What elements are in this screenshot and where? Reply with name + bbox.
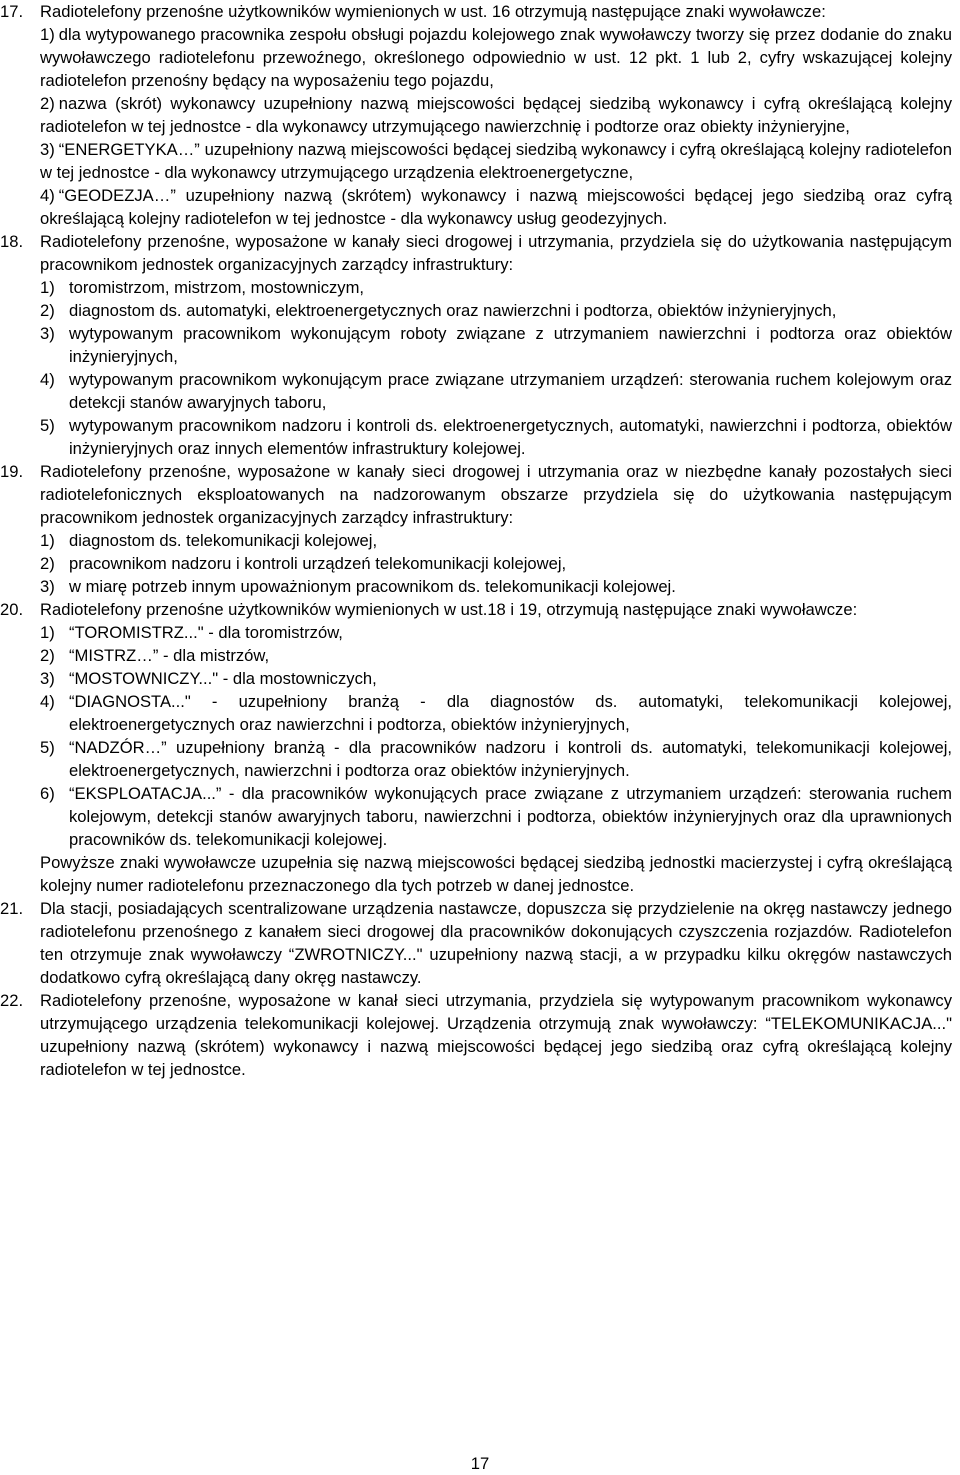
list-item bbox=[40, 575, 952, 598]
section-3 bbox=[0, 598, 960, 897]
list-item-text: toromistrzom, mistrzom, mostowniczym, bbox=[69, 278, 365, 297]
list-item-text: “NADZÓR…” uzupełniony branżą - dla pracowników nadzoru i kontroli ds. automatyki, telekomunikacji kolejowej, elektroenergetycznych, nawierzchni i podtorza oraz obiektów inżynieryjnych. bbox=[69, 738, 952, 780]
list-item-number: 1) bbox=[40, 278, 55, 297]
list-item-number: 2) bbox=[40, 646, 55, 665]
section-number: 18. bbox=[0, 232, 24, 251]
list-item bbox=[40, 138, 952, 184]
list-item-text: “TOROMISTRZ..." - dla toromistrzów, bbox=[69, 623, 343, 642]
list-item-text: wytypowanym pracownikom wykonującym prace związane utrzymaniem urządzeń: sterowania ruchem kolejowym oraz detekcji stanów awaryjnych taboru, bbox=[69, 370, 952, 412]
list-item-number: 3) bbox=[40, 324, 55, 343]
page-number: 17 bbox=[470, 1454, 490, 1473]
list-item bbox=[40, 529, 952, 552]
list-item-number: 1) bbox=[40, 531, 55, 550]
list-item bbox=[40, 644, 952, 667]
list-item-number: 1) bbox=[40, 25, 55, 44]
list-item bbox=[40, 184, 952, 230]
list-item bbox=[40, 552, 952, 575]
section-number: 19. bbox=[0, 462, 24, 481]
list-item-number: 3) bbox=[40, 577, 55, 596]
list-item-text: dla wytypowanego pracownika zespołu obsługi pojazdu kolejowego znak wywoławczy tworzy się przez dodanie do znaku wywoławczego radiotelefonu przewoźnego, określonego odpowiednio w ust. 12 pkt. 1 lub 2, cyfry wskazującej kolejny radiotelefon przenośny będący na wyposażeniu tego pojazdu, bbox=[40, 25, 952, 90]
list-item bbox=[40, 667, 952, 690]
list-item bbox=[40, 690, 952, 736]
list-item-number: 2) bbox=[40, 301, 55, 320]
list-item-number: 4) bbox=[40, 186, 55, 205]
section-text: Radiotelefony przenośne, wyposażone w kanały sieci drogowej i utrzymania, przydziela się do użytkowania następującym pracownikom jednostek organizacyjnych zarządcy infrastruktury: bbox=[40, 232, 952, 274]
section-text: Radiotelefony przenośne, wyposażone w kanały sieci drogowej i utrzymania oraz w niezbędne kanały pozostałych sieci radiotelefonicznych eksploatowanych na nadzorowanym obszarze przydziela się do użytkowania następującym pracownikom jednostek organizacyjnych zarządcy infrastruktury: bbox=[40, 462, 952, 527]
list-item bbox=[40, 621, 952, 644]
section-closing-paragraph: Powyższe znaki wywoławcze uzupełnia się nazwą miejscowości będącej siedzibą jednostki macierzystej i cyfrą określającą kolejny numer radiotelefonu przeznaczonego dla tych potrzeb w danej jednostce. bbox=[40, 853, 952, 895]
section-number: 22. bbox=[0, 991, 24, 1010]
section-0 bbox=[0, 0, 960, 230]
list-item-number: 5) bbox=[40, 416, 55, 435]
list-item-text: wytypowanym pracownikom nadzoru i kontroli ds. elektroenergetycznych, automatyki, nawierzchni i podtorza, obiektów inżynieryjnych oraz innych elementów infrastruktury kolejowej. bbox=[69, 416, 952, 458]
list-item-number: 3) bbox=[40, 669, 55, 688]
item-list bbox=[40, 276, 952, 460]
item-list bbox=[40, 529, 952, 598]
list-item bbox=[40, 414, 952, 460]
section-1 bbox=[0, 230, 960, 460]
list-item-text: “MISTRZ…” - dla mistrzów, bbox=[69, 646, 270, 665]
section-text: Radiotelefony przenośne, wyposażone w kanał sieci utrzymania, przydziela się wytypowanym pracownikom wykonawcy utrzymującego urządzenia telekomunikacji kolejowej. Urządzenia otrzymują znak wywoławczy: “TELEKOMUNIKACJA..." uzupełniony nazwą (skrótem) wykonawcy i nazwą miejscowości będącej jego siedzibą oraz cyfrą określającą kolejny radiotelefon w tej jednostce. bbox=[40, 991, 952, 1079]
list-item-text: diagnostom ds. automatyki, elektroenergetycznych oraz nawierzchni i podtorza, obiektów inżynieryjnych, bbox=[69, 301, 837, 320]
list-item-number: 5) bbox=[40, 738, 55, 757]
list-item-text: wytypowanym pracownikom wykonującym roboty związane z utrzymaniem nawierzchni i podtorza oraz obiektów inżynieryjnych, bbox=[69, 324, 952, 366]
list-item-text: w miarę potrzeb innym upoważnionym pracownikom ds. telekomunikacji kolejowej. bbox=[69, 577, 676, 596]
list-item-number: 4) bbox=[40, 370, 55, 389]
list-item bbox=[40, 299, 952, 322]
list-item-number: 2) bbox=[40, 554, 55, 573]
section-4 bbox=[0, 897, 960, 989]
item-list bbox=[40, 621, 952, 851]
section-5 bbox=[0, 989, 960, 1081]
list-item-number: 1) bbox=[40, 623, 55, 642]
list-item-number: 4) bbox=[40, 692, 55, 711]
item-list bbox=[40, 23, 952, 230]
section-text: Radiotelefony przenośne użytkowników wymienionych w ust.18 i 19, otrzymują następujące znaki wywoławcze: bbox=[40, 600, 858, 619]
list-item bbox=[40, 276, 952, 299]
list-item-number: 2) bbox=[40, 94, 55, 113]
list-item bbox=[40, 782, 952, 851]
list-item-text: “DIAGNOSTA..." - uzupełniony branżą - dla diagnostów ds. automatyki, telekomunikacji kolejowej, elektroenergetycznych oraz nawierzchni i podtorza, obiektów inżynieryjnych, bbox=[69, 692, 952, 734]
list-item bbox=[40, 92, 952, 138]
list-item-text: pracownikom nadzoru i kontroli urządzeń telekomunikacji kolejowej, bbox=[69, 554, 567, 573]
section-text: Radiotelefony przenośne użytkowników wymienionych w ust. 16 otrzymują następujące znaki wywoławcze: bbox=[40, 2, 826, 21]
list-item bbox=[40, 23, 952, 92]
list-item-text: “GEODEZJA…” uzupełniony nazwą (skrótem) wykonawcy i nazwą miejscowości będącej jego siedzibą oraz cyfrą określającą kolejny radiotelefon w tej jednostce - dla wykonawcy usług geodezyjnych. bbox=[40, 186, 952, 228]
list-item-number: 3) bbox=[40, 140, 55, 159]
section-number: 17. bbox=[0, 2, 24, 21]
list-item-number: 6) bbox=[40, 784, 55, 803]
list-item-text: “ENERGETYKA…” uzupełniony nazwą miejscowości będącej siedzibą wykonawcy i cyfrą określającą kolejny radiotelefon w tej jednostce - dla wykonawcy utrzymującego urządzenia elektroenergetyczne, bbox=[40, 140, 952, 182]
section-number: 21. bbox=[0, 899, 24, 918]
list-item bbox=[40, 736, 952, 782]
list-item-text: “MOSTOWNICZY..." - dla mostowniczych, bbox=[69, 669, 377, 688]
list-item-text: “EKSPLOATACJA...” - dla pracowników wykonujących prace związane z utrzymaniem urządzeń: sterowania ruchem kolejowym, detekcji stanów awaryjnych taboru, nawierzchni i podtorza, obiektów inżynieryjnych oraz dla uprawnionych pracowników ds. telekomunikacji kolejowej. bbox=[69, 784, 952, 849]
list-item bbox=[40, 322, 952, 368]
list-item bbox=[40, 368, 952, 414]
section-2 bbox=[0, 460, 960, 598]
list-item-text: diagnostom ds. telekomunikacji kolejowej, bbox=[69, 531, 378, 550]
section-number: 20. bbox=[0, 600, 24, 619]
list-item-text: nazwa (skrót) wykonawcy uzupełniony nazwą miejscowości będącej siedzibą wykonawcy i cyfrą określającą kolejny radiotelefon w tej jednostce - dla wykonawcy utrzymującego nawierzchnię i podtorze oraz obiekty inżynieryjne, bbox=[40, 94, 952, 136]
section-text: Dla stacji, posiadających scentralizowane urządzenia nastawcze, dopuszcza się przydzielenie na okręg nastawczy jednego radiotelefonu przenośnego z kanałem sieci drogowej dla pracowników dokonujących czyszczenia rozjazdów. Radiotelefon ten otrzymuje znak wywoławczy “ZWROTNICZY..." uzupełniony nazwą stacji, a w przypadku kilku okręgów nastawczych dodatkowo cyfrą określającą dany okręg nastawczy. bbox=[40, 899, 952, 987]
